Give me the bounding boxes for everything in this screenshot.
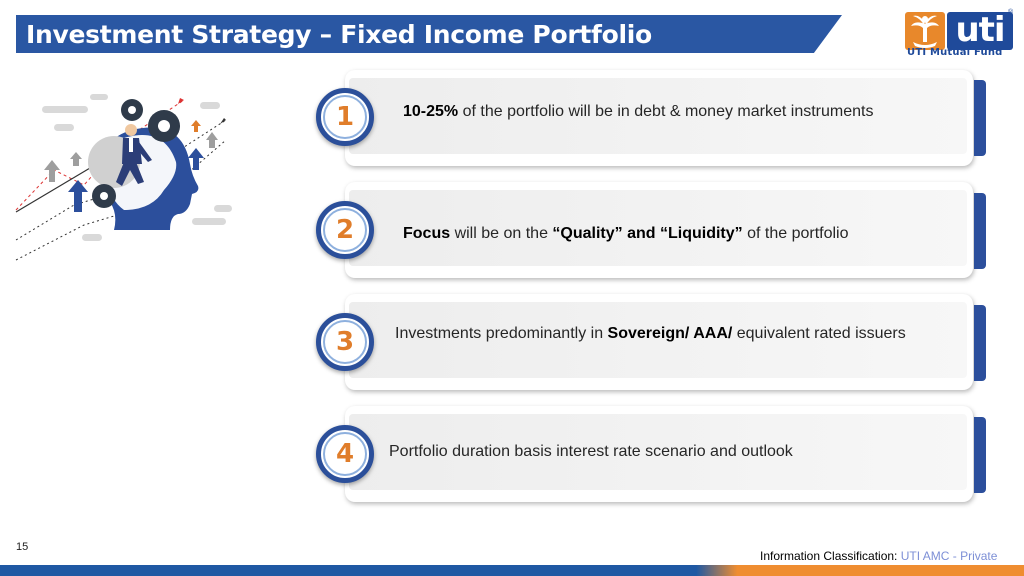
number-badge-4 xyxy=(316,425,374,483)
card-tab xyxy=(974,80,986,156)
point-text-2 xyxy=(403,223,943,244)
point-lead: Investments predominantly in xyxy=(395,325,608,342)
point-text-1 xyxy=(403,101,903,122)
page-number: 15 xyxy=(16,541,29,553)
badge-number: 1 xyxy=(335,102,355,132)
footer-bar xyxy=(0,565,1024,576)
point-mid: will be on the xyxy=(450,225,553,242)
number-badge-3 xyxy=(316,313,374,371)
badge-number: 4 xyxy=(335,439,355,469)
number-badge-1 xyxy=(316,88,374,146)
logo-subtitle: UTI Mutual Fund xyxy=(907,47,1003,58)
point-bold-lead: 10-25% xyxy=(403,103,459,120)
card-tab xyxy=(974,417,986,493)
logo-wordmark: uti xyxy=(947,12,1013,50)
card-tab xyxy=(974,193,986,269)
point-text-3 xyxy=(395,323,940,344)
point-end: of the portfolio xyxy=(742,225,849,242)
classification-label: Information Classification: xyxy=(760,549,901,563)
page-title: Investment Strategy – Fixed Income Portfolio xyxy=(26,20,652,49)
point-end: equivalent rated issuers xyxy=(732,325,906,342)
kalpavriksha-emblem-icon xyxy=(905,12,945,50)
number-badge-2 xyxy=(316,201,374,259)
point-text-4: Portfolio duration basis interest rate scenario and outlook xyxy=(389,443,793,460)
strategy-illustration xyxy=(14,90,250,262)
classification-value: UTI AMC - Private xyxy=(900,549,998,563)
registered-mark: ® xyxy=(1008,9,1014,16)
point-bold-lead: Focus xyxy=(403,225,451,242)
badge-number: 2 xyxy=(335,215,355,245)
point-bold-mid: “Quality” and “Liquidity” xyxy=(552,225,743,242)
card-tab xyxy=(974,305,986,381)
badge-number: 3 xyxy=(335,327,355,357)
information-classification xyxy=(760,549,997,563)
point-bold-mid: Sovereign/ AAA/ xyxy=(607,325,733,342)
point-rest: of the portfolio will be in debt & money market instruments xyxy=(458,103,874,120)
